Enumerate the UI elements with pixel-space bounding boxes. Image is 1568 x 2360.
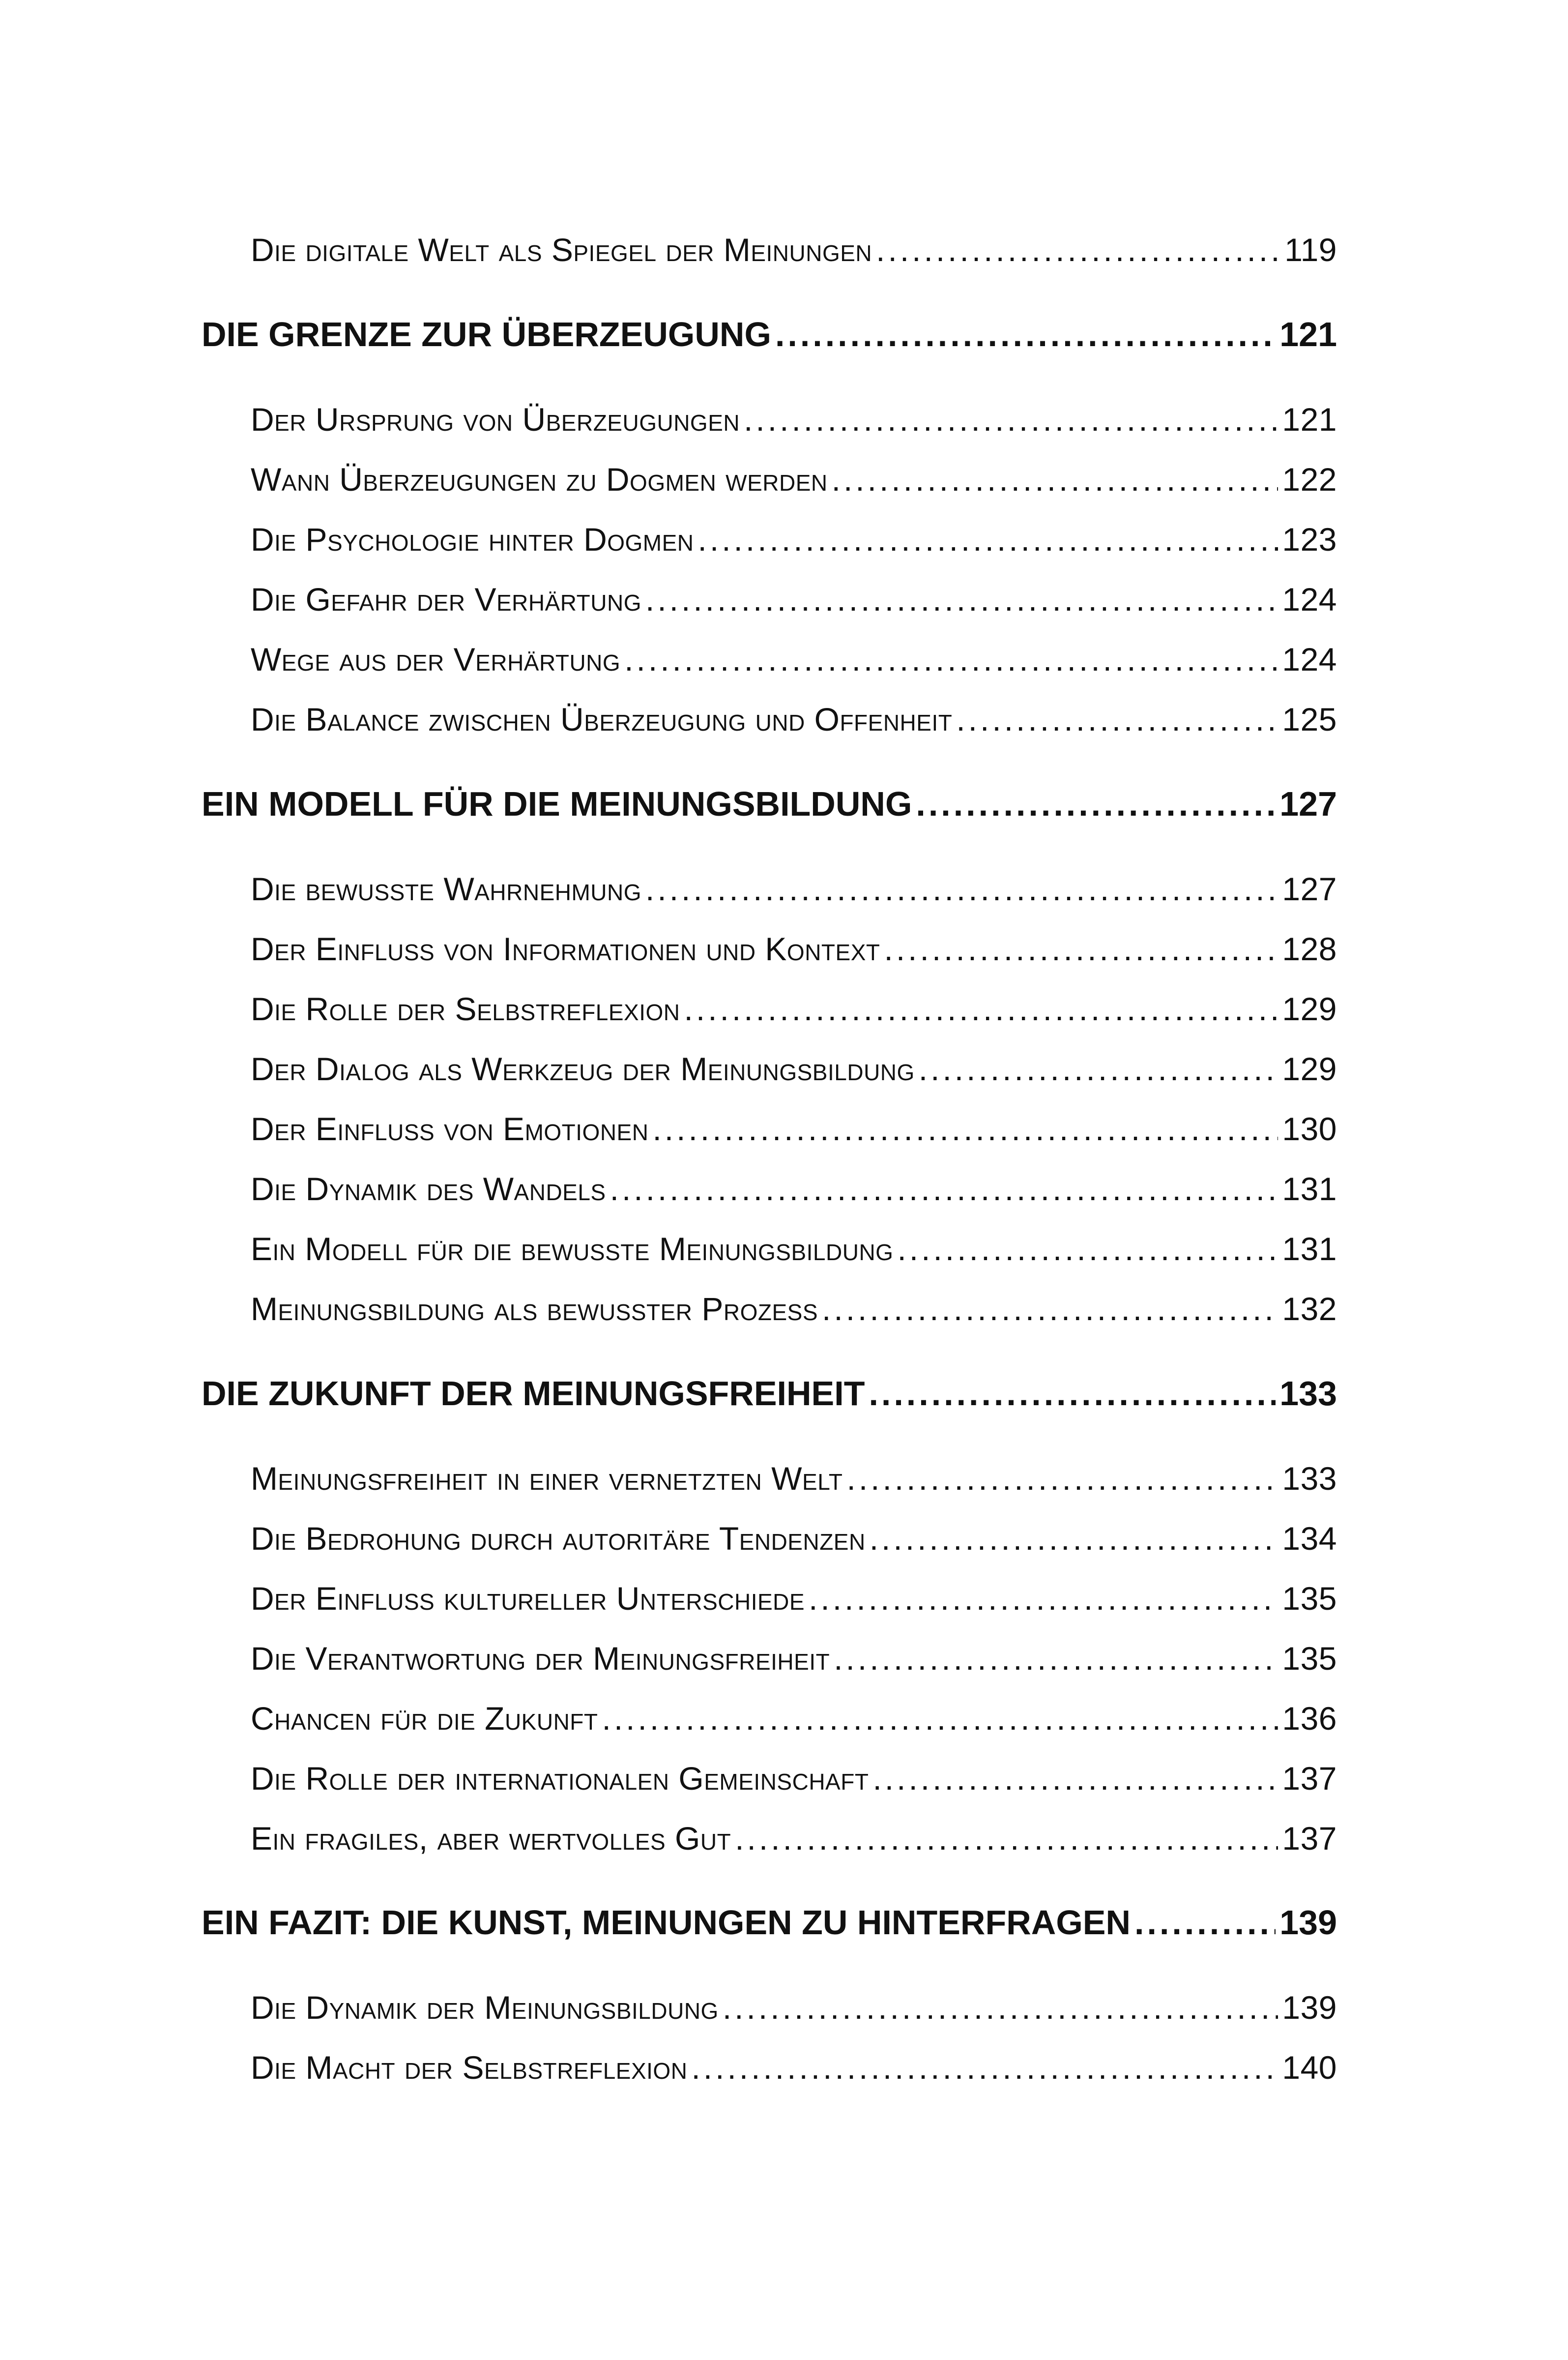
toc-entry: [251, 641, 1337, 678]
dot-leader: [775, 315, 1276, 354]
dot-leader: [956, 701, 1278, 738]
dot-leader: [846, 1460, 1278, 1497]
toc-entry-title: Die Macht der Selbstreflexion: [251, 2049, 688, 2086]
toc-chapter-title: EIN FAZIT: DIE KUNST, MEINUNGEN ZU HINTERFRAGEN: [202, 1903, 1131, 1942]
toc-entry: [251, 1700, 1337, 1737]
toc-entry-title: Die Balance zwischen Überzeugung und Offenheit: [251, 701, 953, 738]
toc-entry-title: Der Einfluss kultureller Unterschiede: [251, 1580, 805, 1617]
toc-entry-page: 137: [1282, 1820, 1337, 1857]
toc-entry: [251, 870, 1337, 908]
toc-entry-page: 128: [1282, 931, 1337, 967]
toc-entry: [251, 990, 1337, 1028]
dot-leader: [876, 231, 1280, 268]
dot-leader: [744, 401, 1278, 438]
toc-entry: [251, 1230, 1337, 1268]
toc-entry-page: 136: [1282, 1700, 1337, 1737]
toc-entry: [251, 1640, 1337, 1677]
dot-leader: [832, 461, 1278, 498]
dot-leader: [884, 930, 1278, 968]
toc-entry-page: 121: [1282, 401, 1337, 438]
toc-chapter: [202, 784, 1337, 824]
toc-chapter: [202, 315, 1337, 354]
toc-entry-title: Ein fragiles, aber wertvolles Gut: [251, 1820, 731, 1857]
toc-entry-page: 140: [1282, 2049, 1337, 2086]
toc-entry-page: 133: [1282, 1460, 1337, 1497]
toc-chapter: [202, 1903, 1337, 1942]
toc-entry: [251, 1820, 1337, 1857]
toc-entry-title: Der Einfluss von Emotionen: [251, 1111, 649, 1147]
dot-leader: [870, 1520, 1278, 1557]
dot-leader: [723, 1989, 1278, 2026]
toc-entry-page: 130: [1282, 1111, 1337, 1147]
toc-entry-title: Der Dialog als Werkzeug der Meinungsbildung: [251, 1051, 915, 1087]
dot-leader: [645, 581, 1278, 618]
toc-entry: [251, 1460, 1337, 1497]
toc-chapter-page: 139: [1279, 1903, 1337, 1942]
toc-entry: [251, 581, 1337, 618]
toc-entry-title: Der Einfluss von Informationen und Kontext: [251, 931, 880, 967]
toc-entry-title: Chancen für die Zukunft: [251, 1700, 598, 1737]
toc-entry-page: 119: [1284, 232, 1337, 268]
toc-chapter-page: 127: [1279, 785, 1337, 823]
dot-leader: [916, 784, 1276, 824]
dot-leader: [869, 1374, 1276, 1413]
dot-leader: [809, 1580, 1278, 1617]
toc-entry: [251, 701, 1337, 738]
toc-entry-page: 137: [1282, 1760, 1337, 1797]
toc-entry: [251, 1050, 1337, 1088]
toc-entry-title: Wann Überzeugungen zu Dogmen werden: [251, 461, 828, 498]
toc-chapter-page: 133: [1279, 1374, 1337, 1413]
toc-entry-title: Meinungsbildung als bewusster Prozess: [251, 1291, 818, 1327]
toc-entry-page: 132: [1282, 1291, 1337, 1327]
dot-leader: [691, 2049, 1278, 2086]
toc-entry: [251, 1170, 1337, 1208]
toc-chapter-page: 121: [1279, 315, 1337, 354]
dot-leader: [610, 1170, 1278, 1208]
toc-entry: [251, 1580, 1337, 1617]
toc-entry-title: Die Psychologie hinter Dogmen: [251, 521, 694, 558]
toc-entry-page: 135: [1282, 1580, 1337, 1617]
toc-entry-title: Meinungsfreiheit in einer vernetzten Welt: [251, 1460, 843, 1497]
toc-entry: [251, 1760, 1337, 1797]
toc-entry: [251, 930, 1337, 968]
toc-entry: [251, 521, 1337, 558]
toc-entry-title: Die Bedrohung durch autoritäre Tendenzen: [251, 1520, 866, 1557]
toc-entry-page: 124: [1282, 581, 1337, 618]
toc-entry-title: Die bewusste Wahrnehmung: [251, 871, 642, 907]
toc-entry-page: 135: [1282, 1640, 1337, 1677]
toc-chapter-title: EIN MODELL FÜR DIE MEINUNGSBILDUNG: [202, 785, 912, 823]
toc-entry-page: 122: [1282, 461, 1337, 498]
toc-entry-title: Die Verantwortung der Meinungsfreiheit: [251, 1640, 830, 1677]
toc-entry-title: Die Dynamik der Meinungsbildung: [251, 1989, 719, 2026]
toc-entry-title: Wege aus der Verhärtung: [251, 641, 621, 678]
toc-entry-page: 139: [1282, 1989, 1337, 2026]
dot-leader: [645, 870, 1278, 908]
dot-leader: [822, 1290, 1278, 1328]
toc-entry-page: 125: [1282, 701, 1337, 738]
toc-entry: [251, 1989, 1337, 2026]
dot-leader: [698, 521, 1278, 558]
toc-entry: [251, 2049, 1337, 2086]
dot-leader: [652, 1110, 1278, 1148]
toc-entry-title: Die Rolle der internationalen Gemeinschaft: [251, 1760, 869, 1797]
toc-entry-title: Die Dynamik des Wandels: [251, 1171, 606, 1207]
toc-entry-page: 131: [1282, 1231, 1337, 1267]
dot-leader: [684, 990, 1278, 1028]
toc-entry-page: 129: [1282, 991, 1337, 1027]
toc-entry-page: 123: [1282, 521, 1337, 558]
toc-entry-page: 131: [1282, 1171, 1337, 1207]
dot-leader: [834, 1640, 1278, 1677]
toc-entry-title: Die Gefahr der Verhärtung: [251, 581, 641, 618]
dot-leader: [602, 1700, 1278, 1737]
toc-entry: [251, 1110, 1337, 1148]
dot-leader: [1134, 1903, 1276, 1942]
toc-entry-title: Die Rolle der Selbstreflexion: [251, 991, 680, 1027]
dot-leader: [872, 1760, 1278, 1797]
toc-entry: [251, 1290, 1337, 1328]
toc-entry-page: 129: [1282, 1051, 1337, 1087]
toc-entry: [251, 461, 1337, 498]
dot-leader: [624, 641, 1278, 678]
toc-entry-title: Der Ursprung von Überzeugungen: [251, 401, 740, 438]
toc-chapter: [202, 1374, 1337, 1413]
toc-entry-page: 127: [1282, 871, 1337, 907]
toc-entry: [251, 401, 1337, 438]
toc-entry-title: Die digitale Welt als Spiegel der Meinungen: [251, 232, 872, 268]
toc-entry-page: 124: [1282, 641, 1337, 678]
toc-entry: [251, 1520, 1337, 1557]
toc-entry: [251, 231, 1337, 268]
dot-leader: [897, 1230, 1278, 1268]
toc-chapter-title: DIE ZUKUNFT DER MEINUNGSFREIHEIT: [202, 1374, 865, 1413]
toc-entry-title: Ein Modell für die bewusste Meinungsbildung: [251, 1231, 894, 1267]
dot-leader: [735, 1820, 1278, 1857]
toc-chapter-title: DIE GRENZE ZUR ÜBERZEUGUNG: [202, 315, 771, 354]
dot-leader: [919, 1050, 1278, 1088]
toc-entry-page: 134: [1282, 1520, 1337, 1557]
